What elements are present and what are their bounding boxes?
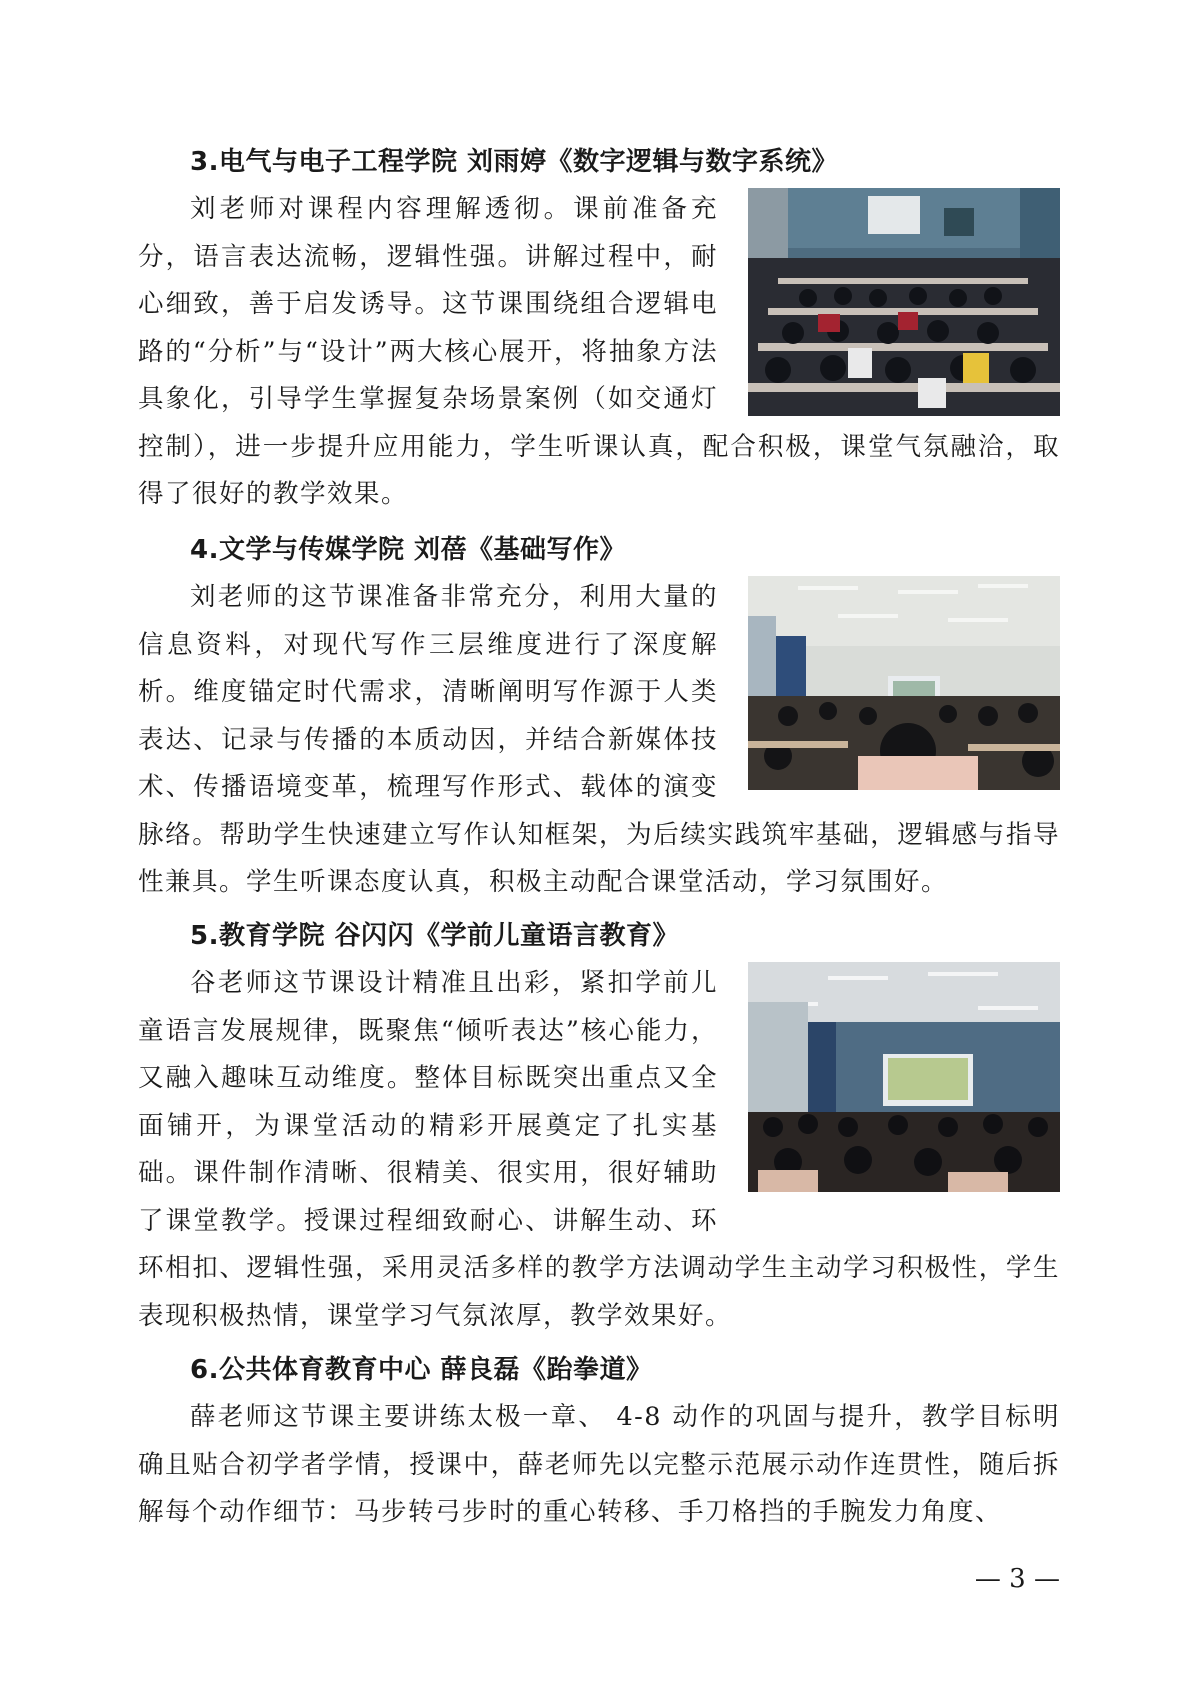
section-body: 刘老师的这节课准备非常充分，利用大量的信息资料，对现代写作三层维度进行了深度解析。维度锚定时代需求，清晰阐明写作源于人类表达、记录与传播的本质动因，并结合新媒体技术、传播语境变革，梳理写作形式、载体的演变脉络。帮助学生快速建立写作认知框架，为后续实践筑牢基础，逻辑感与指导性兼具。学生听课态度认真，积极主动配合课堂活动，学习氛围好。 <box>138 582 1060 897</box>
section-heading: 6.公共体育教育中心 薛良磊《跆拳道》 <box>190 1355 653 1385</box>
section-body: 薛老师这节课主要讲练太极一章、 4-8 动作的巩固与提升，教学目标明确且贴合初学者学情，授课中，薛老师先以完整示范展示动作连贯性，随后拆解每个动作细节：马步转弓步时的重心转移、手刀格挡的手腕发力角度、 <box>138 1402 1060 1527</box>
section-heading: 3.电气与电子工程学院 刘雨婷《数字逻辑与数字系统》 <box>190 147 839 177</box>
section-body: 刘老师对课程内容理解透彻。课前准备充分，语言表达流畅，逻辑性强。讲解过程中，耐心细致，善于启发诱导。这节课围绕组合逻辑电路的“分析”与“设计”两大核心展开，将抽象方法具象化，引导学生掌握复杂场景案例（如交通灯控制），进一步提升应用能力，学生听课认真，配合积极，课堂气氛融洽，取得了很好的教学效果。 <box>138 194 1060 509</box>
section-electrical-engineering <box>138 138 1060 519</box>
section-physical-education <box>138 1346 1060 1537</box>
section-literature-media <box>138 526 1060 907</box>
classroom-photo-graphic <box>748 188 1060 416</box>
section-education <box>138 912 1060 1340</box>
classroom-photo-graphic <box>748 962 1060 1192</box>
section-body: 谷老师这节课设计精准且出彩，紧扣学前儿童语言发展规律，既聚焦“倾听表达”核心能力，又融入趣味互动维度。整体目标既突出重点又全面铺开，为课堂活动的精彩开展奠定了扎实基础。课件制作清晰、很精美、很实用，很好辅助了课堂教学。授课过程细致耐心、讲解生动、环环相扣、逻辑性强，采用灵活多样的教学方法调动学生主动学习积极性，学生表现积极热情，课堂学习气氛浓厚，教学效果好。 <box>138 968 1060 1331</box>
classroom-photo <box>748 962 1060 1192</box>
classroom-photo <box>748 576 1060 790</box>
page-number: — 3 — <box>974 1564 1060 1594</box>
section-heading: 5.教育学院 谷闪闪《学前儿童语言教育》 <box>190 921 680 951</box>
classroom-photo-graphic <box>748 576 1060 790</box>
section-heading: 4.文学与传媒学院 刘蓓《基础写作》 <box>190 535 627 565</box>
classroom-photo <box>748 188 1060 416</box>
